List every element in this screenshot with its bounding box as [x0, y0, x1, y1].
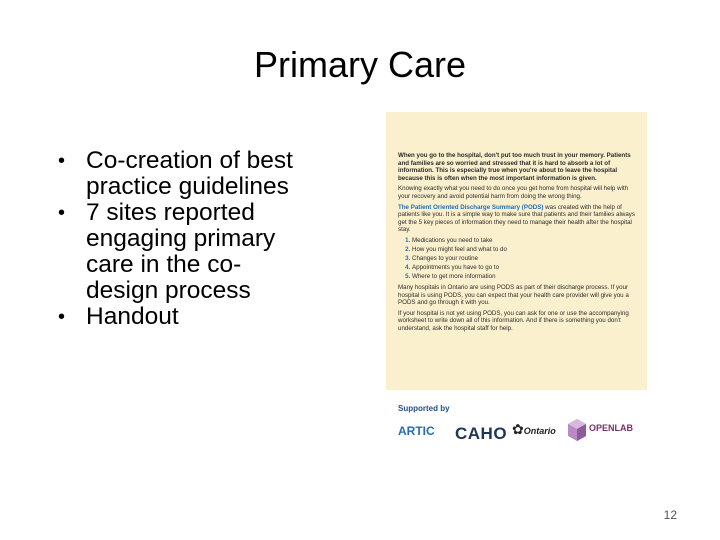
- bullet-list: [56, 148, 296, 330]
- handout-paragraph: Many hospitals in Ontario are using PODS as part of their discharge process. If your hospital is using PODS, you can expect that your health care provider will give you a PODS and go through it with you.: [398, 283, 629, 307]
- handout-list: [398, 237, 635, 281]
- handout-list-item: 4. Appointments you have to go to: [412, 264, 635, 272]
- handout-image: [386, 112, 647, 390]
- handout-list-item: 2. How you might feel and what to do: [412, 246, 635, 254]
- handout-paragraph: The Patient Oriented Discharge Summary (PODS) was created with the help of patients like you. It is a simple way to make sure that patients and their families always get the 5 key pieces of information they need to manage their health after the hospital stay.: [398, 203, 635, 234]
- handout-paragraph: Knowing exactly what you need to do once you get home from hospital will help with your recovery and avoid potential harm from doing the wrong thing.: [398, 185, 629, 200]
- bullet-item: • Handout: [58, 303, 179, 330]
- supported-by-label: Supported by: [398, 404, 450, 413]
- openlab-cube-icon: [567, 418, 587, 442]
- ontario-logo: ✿Ontario: [512, 421, 556, 437]
- handout-paragraph: When you go to the hospital, don't put too much trust in your memory. Patients and families are so worried and stressed that it is hard to absorb a lot of information. This is especially true when you're about to leave the hospital because this is often when the most important information is given.: [398, 152, 631, 182]
- handout-paragraph: If your hospital is not yet using PODS, you can ask for one or use the accompanying worksheet to write down all of this information. And if there is something you don't understand, ask the hospital staff for help.: [398, 309, 629, 332]
- bullet-item: • 7 sites reported engaging primary care in the co-design process: [58, 199, 276, 304]
- caho-logo: CAHO: [455, 424, 508, 443]
- page-number: 12: [663, 508, 677, 522]
- handout-list-item: 5. Where to get more information: [412, 273, 635, 281]
- artic-logo: ARTIC: [398, 424, 435, 438]
- handout-list-item: 1. Medications you need to take: [412, 237, 635, 245]
- openlab-logo: OPENLAB: [567, 418, 647, 444]
- bullet-icon: •: [58, 202, 66, 224]
- bullet-icon: •: [58, 306, 66, 328]
- trillium-icon: ✿: [512, 421, 524, 437]
- bullet-item: • Co-creation of best practice guidelines: [58, 147, 293, 200]
- handout-list-item: 3. Changes to your routine: [412, 255, 635, 263]
- bullet-icon: •: [58, 150, 66, 172]
- slide-title: Primary Care: [253, 44, 467, 85]
